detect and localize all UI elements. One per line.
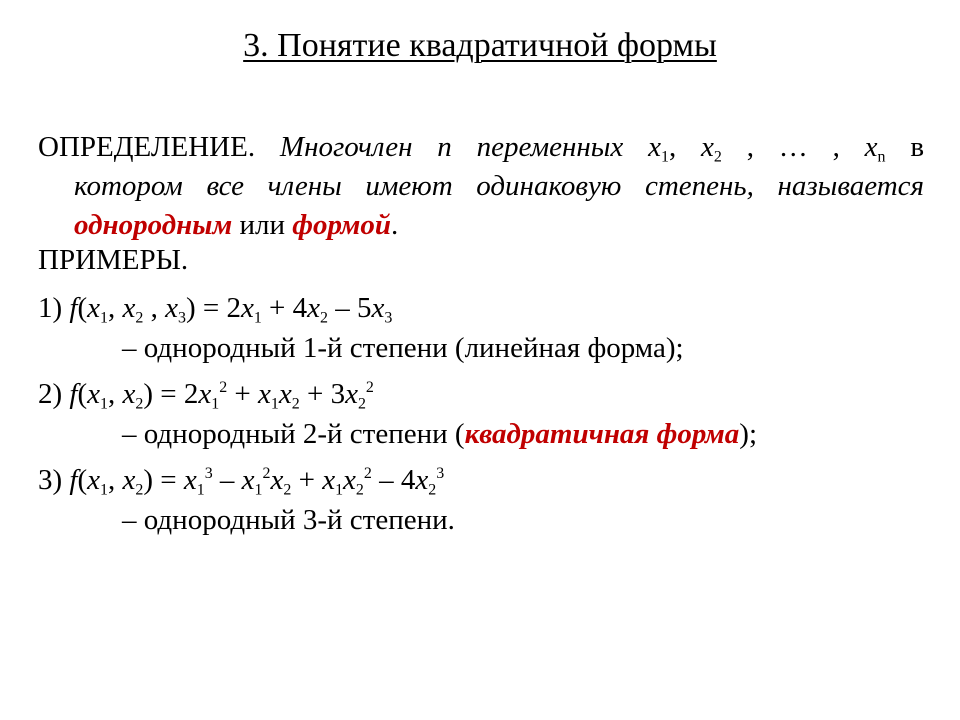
definition-line-3: однородным или формой. <box>74 209 399 241</box>
term-quadratic-form: квадратичная форма <box>464 418 740 450</box>
slide-title: 3. Понятие квадратичной формы <box>243 27 717 64</box>
example-3-formula: 3) $f(x_1$, $x_2) = x_1^3 - x_1^2x_2 + x_1x_2^2 - 4x_2^3$ <box>38 464 445 499</box>
example-1-description: – однородный 1-й степени (линейная форма); <box>122 332 684 364</box>
term-homogeneous: однородным <box>74 209 233 241</box>
example-2-formula: 2) $f(x_1$, $x_2) = 2x_1^2 + x_1x_2 + 3x_2^2$ <box>38 378 374 413</box>
example-1-formula: 1) $f(x_1$, $x_2$ , $x_3) = 2x_1 + 4x_2 - 5x_3$ <box>38 292 393 327</box>
term-form: формой <box>292 209 392 241</box>
definition-line-1: ОПРЕДЕЛЕНИЕ. Многочлен n переменных $x_1$, $x_2$ , … , $x_n$ в <box>38 131 925 166</box>
definition-line-2: котором все члены имеют одинаковую степень, называется <box>74 170 924 202</box>
definition-intro: Многочлен n переменных <box>279 131 624 163</box>
example-3-description: – однородный 3-й степени. <box>122 504 455 536</box>
definition-label: ОПРЕДЕЛЕНИЕ. <box>38 131 256 163</box>
variables-list: $x_1$, $x_2$ , … , $x_n$ <box>648 131 886 166</box>
examples-label: ПРИМЕРЫ. <box>38 244 189 276</box>
definition-block <box>38 128 924 245</box>
example-2-description: – однородный 2-й степени (квадратичная форма); <box>122 418 758 450</box>
